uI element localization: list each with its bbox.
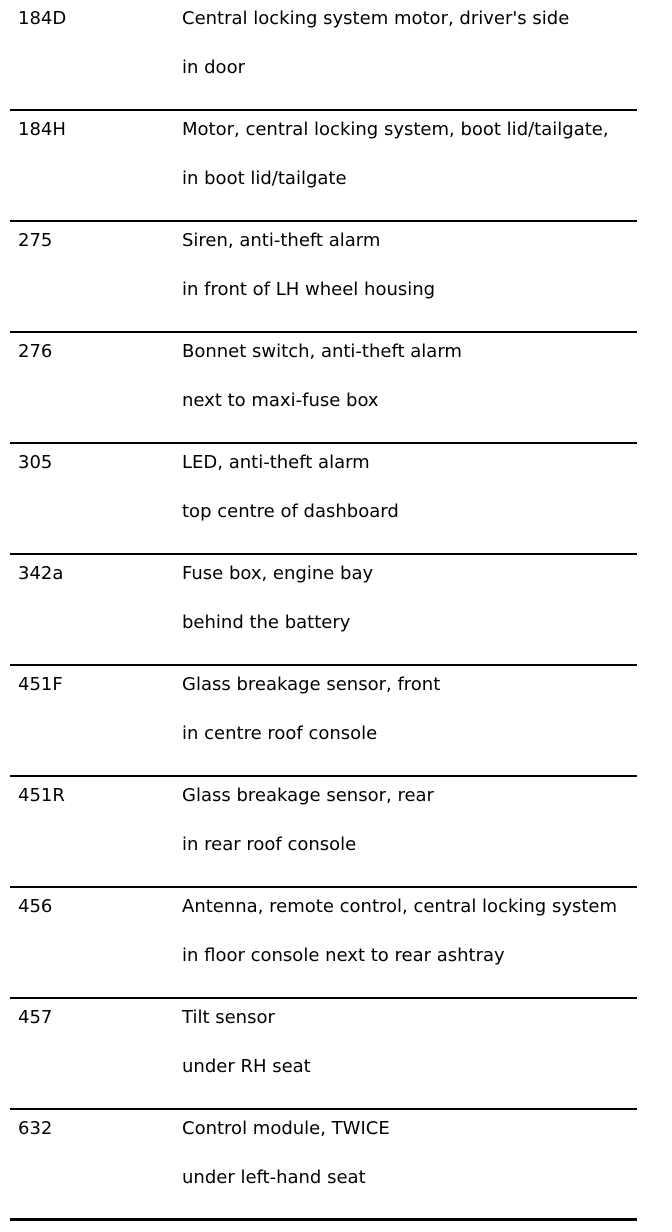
component-code: 184D xyxy=(18,8,67,29)
component-code: 342a xyxy=(18,563,64,584)
table-row xyxy=(10,999,637,1110)
table-row xyxy=(10,555,637,666)
component-code: 276 xyxy=(18,341,53,362)
component-location: next to maxi-fuse box xyxy=(182,390,379,411)
table-row xyxy=(10,777,637,888)
component-description: Antenna, remote control, central locking system xyxy=(182,896,618,917)
component-code: 457 xyxy=(18,1007,53,1028)
component-location: in front of LH wheel housing xyxy=(182,279,436,300)
component-code: 275 xyxy=(18,230,53,251)
component-location: behind the battery xyxy=(182,612,351,633)
component-description: Motor, central locking system, boot lid/tailgate, xyxy=(182,119,609,140)
table-row xyxy=(10,222,637,333)
component-location: in door xyxy=(182,57,245,78)
table-row xyxy=(10,111,637,222)
component-description: Tilt sensor xyxy=(182,1007,275,1028)
component-location: top centre of dashboard xyxy=(182,501,399,522)
component-location: under RH seat xyxy=(182,1056,311,1077)
component-code: 632 xyxy=(18,1118,53,1139)
component-code: 456 xyxy=(18,896,53,917)
component-location: in rear roof console xyxy=(182,834,357,855)
component-code: 451R xyxy=(18,785,65,806)
component-description: Glass breakage sensor, rear xyxy=(182,785,434,806)
component-code: 451F xyxy=(18,674,63,695)
table-row xyxy=(10,333,637,444)
component-location: in centre roof console xyxy=(182,723,378,744)
table-row xyxy=(10,666,637,777)
component-description: Fuse box, engine bay xyxy=(182,563,374,584)
component-description: Control module, TWICE xyxy=(182,1118,390,1139)
component-description: Bonnet switch, anti-theft alarm xyxy=(182,341,462,362)
table-row xyxy=(10,0,637,111)
component-location: in floor console next to rear ashtray xyxy=(182,945,505,966)
table-row xyxy=(10,1110,637,1221)
component-code: 305 xyxy=(18,452,53,473)
table-row xyxy=(10,444,637,555)
component-location: under left-hand seat xyxy=(182,1167,366,1188)
component-location-table xyxy=(10,0,637,1221)
component-location: in boot lid/tailgate xyxy=(182,168,347,189)
component-description: Central locking system motor, driver's side xyxy=(182,8,570,29)
component-description: Siren, anti-theft alarm xyxy=(182,230,381,251)
component-description: Glass breakage sensor, front xyxy=(182,674,441,695)
table-row xyxy=(10,888,637,999)
component-description: LED, anti-theft alarm xyxy=(182,452,370,473)
component-code: 184H xyxy=(18,119,66,140)
